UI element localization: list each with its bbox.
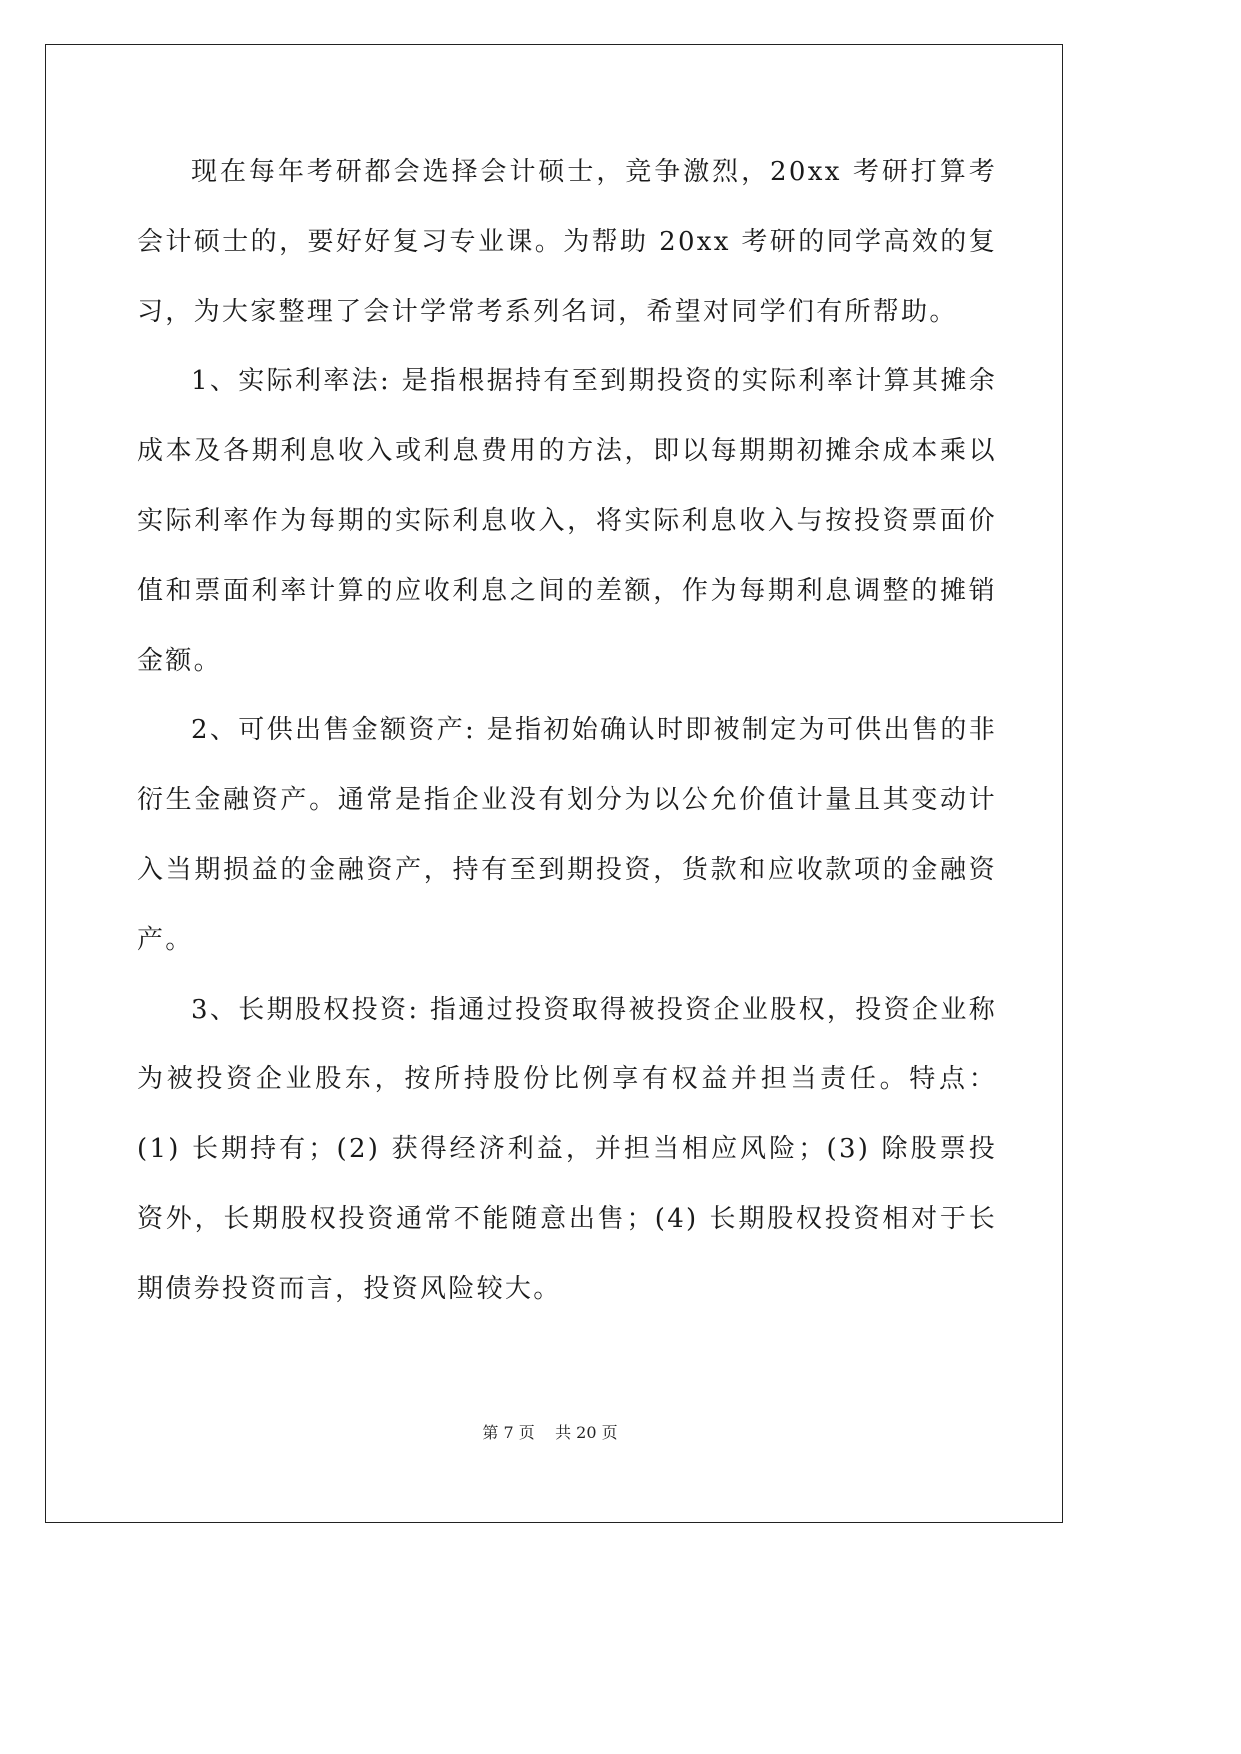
term-paragraph-available-for-sale: 2、可供出售金额资产: 是指初始确认时即被制定为可供出售的非衍生金融资产。通常是指企业没有划分为以公允价值计量且其变动计入当期损益的金融资产，持有至到期投资，货款和应收款项的金融资产。 bbox=[137, 715, 997, 955]
document-body bbox=[137, 138, 997, 1325]
term-paragraph-effective-interest: 1、实际利率法: 是指根据持有至到期投资的实际利率计算其摊余成本及各期利息收入或利息费用的方法，即以每期期初摊余成本乘以实际利率作为每期的实际利息收入，将实际利息收入与按投资票面价值和票面利率计算的应收利息之间的差额，作为每期利息调整的摊销金额。 bbox=[137, 366, 997, 676]
intro-paragraph: 现在每年考研都会选择会计硕士，竞争激烈，20xx 考研打算考会计硕士的，要好好复习专业课。为帮助 20xx 考研的同学高效的复习，为大家整理了会计学常考系列名词，希望对同学们有所帮助。 bbox=[137, 157, 997, 327]
term-paragraph-long-term-equity: 3、长期股权投资: 指通过投资取得被投资企业股权，投资企业称为被投资企业股东，按所持股份比例享有权益并担当责任。特点：(1) 长期持有；(2) 获得经济利益，并担当相应风险；(3) 除股票投资外，长期股权投资通常不能随意出售；(4) 长期股权投资相对于长期债券投资而言，投资风险较大。 bbox=[137, 994, 997, 1304]
page-number-footer: 第 7 页 共 20 页 bbox=[482, 1423, 618, 1442]
